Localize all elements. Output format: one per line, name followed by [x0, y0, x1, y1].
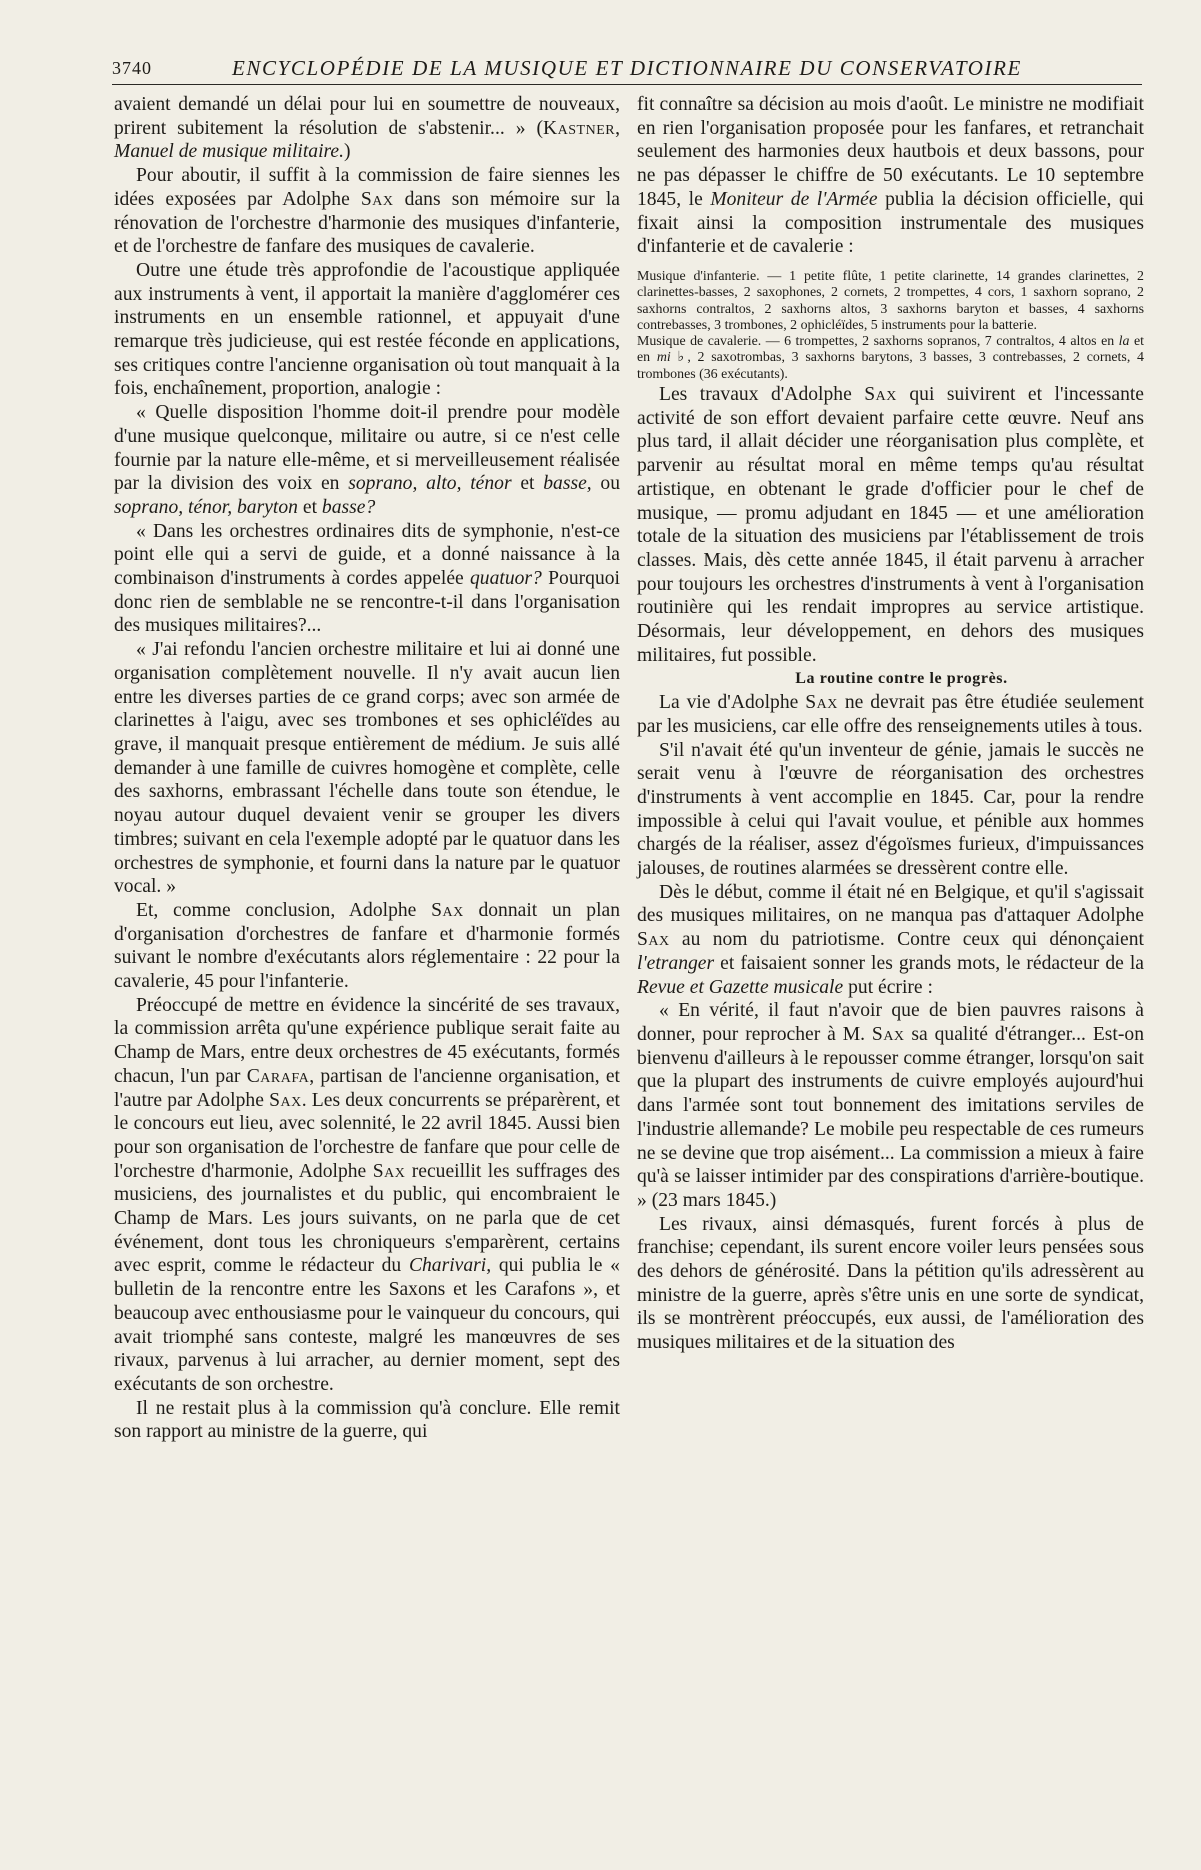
work-title: Manuel de musique militaire.	[114, 141, 345, 163]
paragraph: avaient demandé un délai pour lui en soumettre de nouveaux, prirent subitement la résolution de s'abstenir... » (Kastner, Manuel de musique militaire.)	[114, 94, 620, 163]
paragraph: La vie d'Adolphe Sax ne devrait pas être étudiée seulement par les musiciens, car elle offre des renseignements utiles à tous.	[637, 692, 1144, 737]
paragraph: Dès le début, comme il était né en Belgique, et qu'il s'agissait des musiques militaires, on ne manqua pas d'attaquer Adolphe Sax au nom du patriotisme. Contre ceux qui dénonçaient l'etranger et faisaient sonner les grands mots, le rédacteur de la Revue et Gazette musicale put écrire :	[637, 881, 1144, 998]
paragraph: Outre une étude très approfondie de l'acoustique appliquée aux instruments à vent, il apportait la manière d'agglomérer ces instruments en un ensemble rationnel, et appuyait d'une remarque très judicieuse, qui est restée féconde en applications, ses critiques contre l'ancienne organisation où tout manquait à la fois, enchaînement, proportion, analogie :	[114, 259, 620, 400]
quote-paragraph: « Quelle disposition l'homme doit-il prendre pour modèle d'une musique quelconque, militaire ou autre, si ce n'est celle fournie par la nature elle-même, et si merveilleusement réalisée par la division des voix en soprano, alto, ténor et basse, ou soprano, ténor, baryton et basse?	[114, 402, 621, 518]
note-cavalry: Musique de cavalerie. — 6 trompettes, 2 saxhorns sopranos, 7 contraltos, 4 altos en la et en mi ♭, 2 saxotrombas, 3 saxhorns barytons, 3 basses, 3 contrebasses, 2 cornets, 4 trombones (36 exécutants).	[637, 334, 1144, 382]
paragraph: Les rivaux, ainsi démasqués, furent forcés à plus de franchise; cependant, ils surent encore voiler leurs pensées sous des dehors de générosité. Dans la pétition qu'ils adressèrent au ministre de la guerre, après s'être unis en une sorte de syndicat, ils se montrèrent préoccupés, eux aussi, de l'amélioration des musiques militaires et de la situation des	[637, 1213, 1144, 1354]
page-header	[112, 56, 1142, 85]
paragraph: Les travaux d'Adolphe Sax qui suivirent et l'incessante activité de son effort devaient parfaire cette œuvre. Neuf ans plus tard, il allait décider une réorganisation plus complète, et parvenir au résultat moral en même temps qu'au résultat artistique, en obtenant le grade d'officier pour le chef de musique, — promu adjudant en 1845 — et une amélioration totale de la situation des musiciens par l'établissement de trois classes. Mais, dès cette année 1845, il était parvenu à arracher pour toujours les orchestres d'instruments à vent à l'organisation routinière qui les rendait impropres au service artistique. Désormais, leur développement, en dehors des musiques militaires, fut possible.	[637, 384, 1144, 666]
author-name: Kastner	[542, 117, 616, 139]
left-column	[114, 93, 620, 1444]
right-column	[637, 93, 1144, 1355]
paragraph: Préoccupé de mettre en évidence la sincérité de ses travaux, la commission arrêta qu'une expérience publique serait faite au Champ de Mars, entre deux orchestres de 45 exécutants, formés chacun, l'un par Carafa, partisan de l'ancienne organisation, et l'autre par Adolphe Sax. Les deux concurrents se préparèrent, et le concours eut lieu, avec solennité, le 22 avril 1845. Aussi bien pour son organisation de l'orchestre de fanfare que pour celle de l'orchestre d'harmonie, Adolphe Sax recueillit les suffrages des musiciens, des journalistes et du public, qui encombraient le Champ de Mars. Les jours suivants, on ne parla que de cet événement, dont tous les chroniqueurs s'emparèrent, certains avec esprit, comme le rédacteur du Charivari, qui publia le « bulletin de la rencontre entre les Saxons et les Carafons », et beaucoup avec enthousiasme pour le vainqueur du concours, qui avait triomphé sans conteste, malgré les manœuvres de ses rivaux, parvenus à lui arracher, au dernier moment, sept des exécutants de son orchestre.	[114, 994, 620, 1395]
section-heading: La routine contre le progrès.	[795, 670, 1008, 688]
instrument-list-note	[637, 269, 1144, 383]
paragraph: Et, comme conclusion, Adolphe Sax donnait un plan d'organisation d'orchestres de fanfare et d'harmonie formés suivant le nombre d'exécutants alors réglementaire : 22 pour la cavalerie, 45 pour l'infanterie.	[114, 899, 621, 993]
quote-paragraph: « En vérité, il faut n'avoir que de bien pauvres raisons à donner, pour reprocher à M. Sax sa qualité d'étranger... Est-on bienvenu d'ailleurs à le repousser comme étranger, lorsqu'on sait que la plupart des instruments de cuivre employés aujourd'hui dans l'armée sont tout bonnement des imitations serviles de l'industrie allemande? Le mobile peu respectable de ces rumeurs ne se devine que trop aisément... La commission a mieux à faire qu'à se laisser intimider par des conspirations d'arrière-boutique. » (23 mars 1845.)	[637, 1000, 1144, 1211]
note-infantry: Musique d'infanterie. — 1 petite flûte, 1 petite clarinette, 14 grandes clarinettes, 2 clarinettes-basses, 2 saxophones, 2 cornets, 2 trompettes, 4 cors, 1 saxhorn soprano, 2 saxhorns contraltos, 2 saxhorns altos, 3 saxhorns baryton et basses, 4 saxhorns contrebasses, 3 trombones, 2 ophicléïdes, 5 instruments pour la batterie.	[637, 268, 1144, 333]
paragraph: S'il n'avait été qu'un inventeur de génie, jamais le succès ne serait venu à l'œuvre de réorganisation des orchestres d'instruments à vent accomplie en 1845. Car, pour la rendre impossible à celui qui l'avait voulue, et pénible aux hommes chargés de la réaliser, assez d'égoïsmes furieux, d'impuissances jalouses, de routines alarmées se dressèrent contre elle.	[637, 739, 1144, 880]
paragraph: Pour aboutir, il suffit à la commission de faire siennes les idées exposées par Adolphe Sax dans son mémoire sur la rénovation de l'orchestre d'harmonie des musiques d'infanterie, et de l'orchestre de fanfare des musiques de cavalerie.	[114, 165, 621, 258]
paragraph: Il ne restait plus à la commission qu'à conclure. Elle remit son rapport au ministre de la guerre, qui	[114, 1397, 620, 1443]
quote-paragraph: « J'ai refondu l'ancien orchestre militaire et lui ai donné une organisation complètement nouvelle. Il n'y avait aucun lien entre les diverses parties de ce grand corps; avec son armée de clarinettes à l'aigu, avec ses trombones et ses ophicléïdes au grave, il manquait presque entièrement de médium. Je suis allé demander à une famille de cuivres homogène et complète, celle des saxhorns, embrassant l'échelle dans toute son étendue, le noyau autour duquel devaient venir se grouper les divers timbres; suivant en cela l'exemple adopté par le quatuor dans les orchestres de symphonie, et fourni dans la nature par le quatuor vocal. »	[114, 639, 620, 898]
running-title: ENCYCLOPÉDIE DE LA MUSIQUE ET DICTIONNAIRE DU CONSERVATOIRE	[232, 56, 1022, 80]
quote-paragraph: « Dans les orchestres ordinaires dits de symphonie, n'est-ce point elle qui a servi de guide, et a donné naissance à la combinaison d'instruments à cordes appelée quatuor? Pourquoi donc rien de semblable ne se rencontre-t-il dans l'organisation des musiques militaires?...	[114, 520, 620, 637]
paragraph: fit connaître sa décision au mois d'août. Le ministre ne modifiait en rien l'organisation proposée pour les fanfares, et retranchait seulement des harmonies deux hautbois et deux bassons, pour ne pas dépasser le chiffre de 50 exécutants. Le 10 septembre 1845, le Moniteur de l'Armée publia la décision officielle, qui fixait ainsi la composition instrumentale des musiques d'infanterie et de cavalerie :	[637, 94, 1145, 258]
page-number: 3740	[112, 58, 152, 78]
